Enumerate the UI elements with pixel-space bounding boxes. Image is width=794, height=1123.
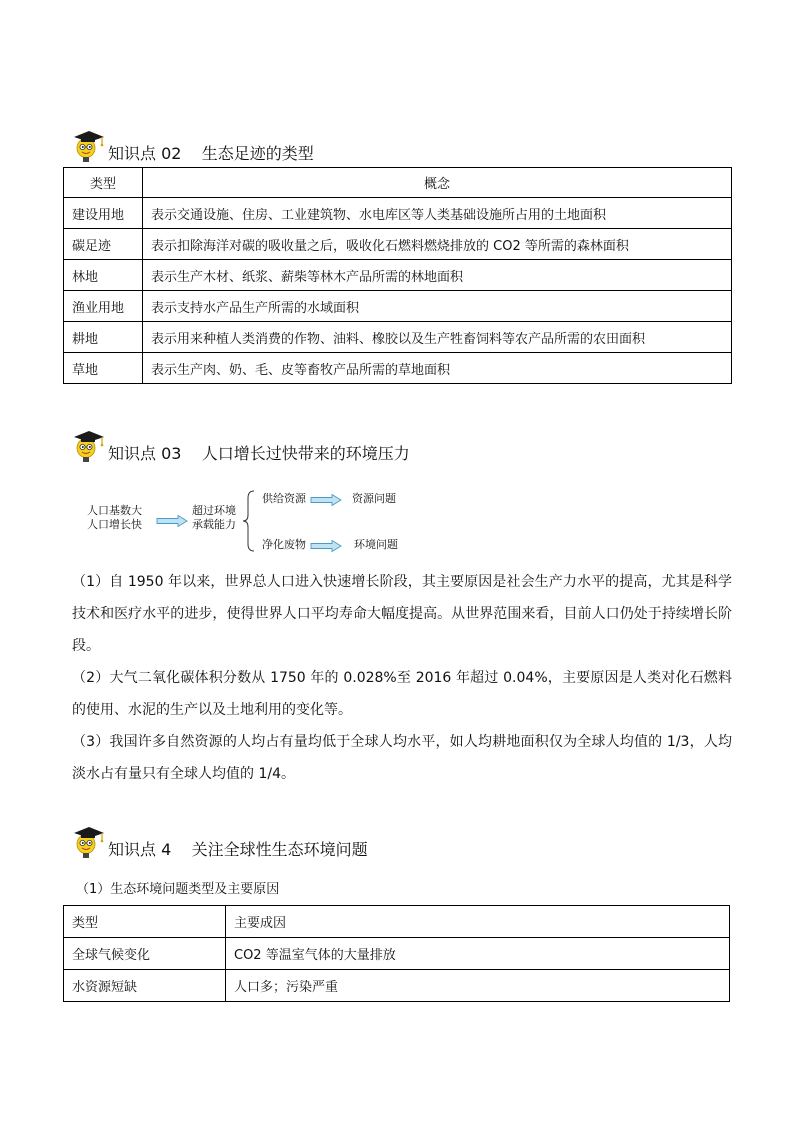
hollow-right-arrow-icon: [310, 494, 342, 506]
table-header-cell: 主要成因: [226, 906, 730, 938]
table-header-row: [64, 168, 732, 198]
table-row: [64, 970, 730, 1002]
graduation-cap-mascot-icon: [72, 426, 106, 464]
flow-supply-result: 资源问题: [352, 492, 396, 505]
table-cell: 表示扣除海洋对碳的吸收量之后，吸收化石燃料燃烧排放的 CO2 等所需的森林面积: [143, 229, 732, 260]
ecological-footprint-table: [63, 167, 732, 384]
section04-subtitle: （1）生态环境问题类型及主要原因: [76, 882, 280, 897]
table-cell: 表示生产肉、奶、毛、皮等畜牧产品所需的草地面积: [143, 353, 732, 384]
table-cell: 建设用地: [64, 198, 143, 229]
flow-waste: 净化废物: [262, 538, 306, 551]
table-cell: 表示用来种植人类消费的作物、油料、橡胶以及生产牲畜饲料等农产品所需的农田面积: [143, 322, 732, 353]
section-heading-03: [72, 426, 410, 464]
table-cell: 碳足迹: [64, 229, 143, 260]
table-cell: 人口多；污染严重: [226, 970, 730, 1002]
table-header-cell: 类型: [64, 168, 143, 198]
flow-supply: 供给资源: [262, 492, 306, 505]
table-row: [64, 260, 732, 291]
table-cell: 表示交通设施、住房、工业建筑物、水电库区等人类基础设施所占用的土地面积: [143, 198, 732, 229]
table-cell: 表示支持水产品生产所需的水域面积: [143, 291, 732, 322]
graduation-cap-mascot-icon: [72, 822, 106, 860]
table-cell: 全球气候变化: [64, 938, 226, 970]
global-eco-issues-table: [63, 905, 730, 1002]
table-header-cell: 概念: [143, 168, 732, 198]
table-cell: 水资源短缺: [64, 970, 226, 1002]
table-header-row: [64, 906, 730, 938]
table-cell: 草地: [64, 353, 143, 384]
paragraph: （2）大气二氧化碳体积分数从 1750 年的 0.028%至 2016 年超过 0.04%，主要原因是人类对化石燃料的使用、水泥的生产以及土地利用的变化等。: [72, 670, 732, 718]
table-cell: 耕地: [64, 322, 143, 353]
flow-cause-line2: 人口增长快: [87, 518, 142, 531]
table-header-cell: 类型: [64, 906, 226, 938]
section-title: 知识点 4 关注全球性生态环境问题: [108, 840, 368, 859]
section03-body: [72, 566, 732, 790]
table-row: [64, 322, 732, 353]
table-row: [64, 938, 730, 970]
table-cell: CO2 等温室气体的大量排放: [226, 938, 730, 970]
brace-icon: [242, 490, 256, 552]
table-row: [64, 229, 732, 260]
section-title: 知识点 03 人口增长过快带来的环境压力: [108, 444, 410, 463]
hollow-right-arrow-icon: [310, 540, 342, 552]
section-heading-04: [72, 822, 368, 860]
table-row: [64, 353, 732, 384]
flow-waste-result: 环境问题: [354, 538, 398, 551]
table-row: [64, 291, 732, 322]
flow-limit-line1: 超过环境: [192, 504, 236, 517]
table-cell: 表示生产木材、纸浆、薪柴等林木产品所需的林地面积: [143, 260, 732, 291]
paragraph: （1）自 1950 年以来，世界总人口进入快速增长阶段，其主要原因是社会生产力水平的提高，尤其是科学技术和医疗水平的进步，使得世界人口平均寿命大幅度提高。从世界范围来看，目前人口仍处于持续增长阶段。: [72, 574, 732, 654]
section-title: 知识点 02 生态足迹的类型: [108, 144, 314, 163]
population-pressure-flow-diagram: [82, 488, 422, 556]
table-cell: 渔业用地: [64, 291, 143, 322]
hollow-right-arrow-icon: [156, 515, 188, 527]
paragraph: （3）我国许多自然资源的人均占有量均低于全球人均水平，如人均耕地面积仅为全球人均值的 1/3，人均淡水占有量只有全球人均值的 1/4。: [72, 734, 732, 782]
table-row: [64, 198, 732, 229]
table-cell: 林地: [64, 260, 143, 291]
flow-cause-line1: 人口基数大: [87, 504, 142, 517]
section-heading-02: [72, 126, 314, 164]
flow-limit-line2: 承载能力: [192, 518, 236, 531]
graduation-cap-mascot-icon: [72, 126, 106, 164]
